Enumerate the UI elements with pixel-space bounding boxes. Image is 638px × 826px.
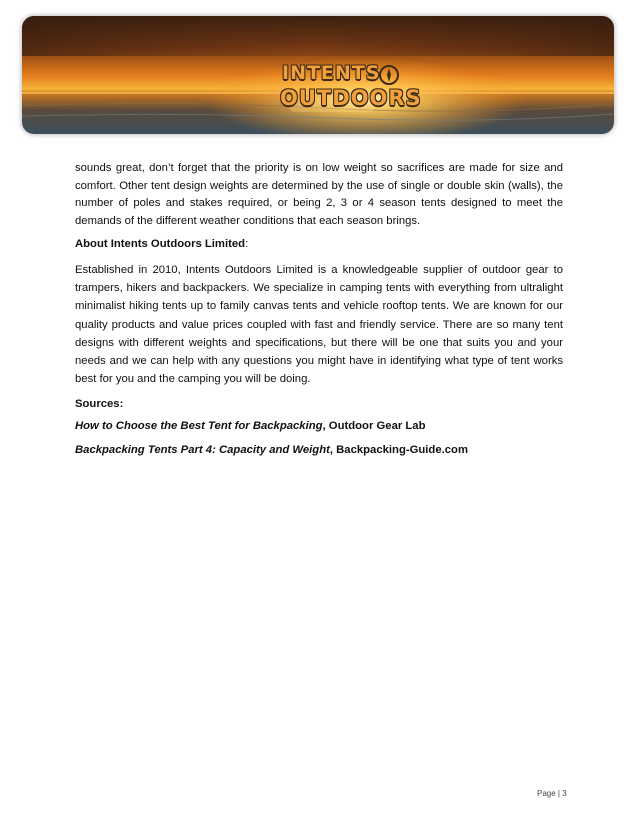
paragraph-tent-weights: sounds great, don’t forget that the priority is on low weight so sacrifices are made for size and comfort. Other tent design weights are determined by the use of single or double skin (walls), the number of poles and stakes required, or being 2, 3 or 4 season tents designed to meet the demands of the different weather conditions that each season brings. [75, 162, 563, 227]
body-text [75, 160, 563, 465]
company-logo [266, 62, 422, 120]
about-heading-colon: : [245, 238, 249, 251]
page-number: Page | 3 [537, 789, 567, 798]
sources-heading: Sources: [75, 398, 124, 411]
logo-line1: INTENTS [282, 62, 381, 84]
source-item[interactable] [75, 418, 563, 436]
paragraph-about-company: Established in 2010, Intents Outdoors Limited is a knowledgeable supplier of outdoor gear to trampers, hikers and backpackers. We specialize in camping tents with everything from ultralight minimalist hiking tents up to family canvas tents and vehicle rooftop tents. We are known for our quality products and value prices coupled with fast and friendly service. There are so many tent designs with different weights and specifications, but there will be one that suits you and your needs and we can help with any questions you might have in identifying what type of tent works best for you and the camping you will be doing. [75, 263, 563, 386]
source-name: , Outdoor Gear Lab [322, 419, 426, 432]
source-item[interactable] [75, 442, 563, 460]
source-title[interactable]: Backpacking Tents Part 4: Capacity and Weight [75, 443, 330, 456]
about-heading-text: About Intents Outdoors Limited [75, 238, 246, 251]
about-heading [75, 236, 563, 254]
source-name: , Backpacking-Guide.com [329, 443, 468, 456]
compass-icon [378, 64, 400, 86]
logo-line2: OUTDOORS [280, 86, 422, 110]
source-title[interactable]: How to Choose the Best Tent for Backpacking [75, 419, 323, 432]
header-banner [22, 16, 614, 134]
